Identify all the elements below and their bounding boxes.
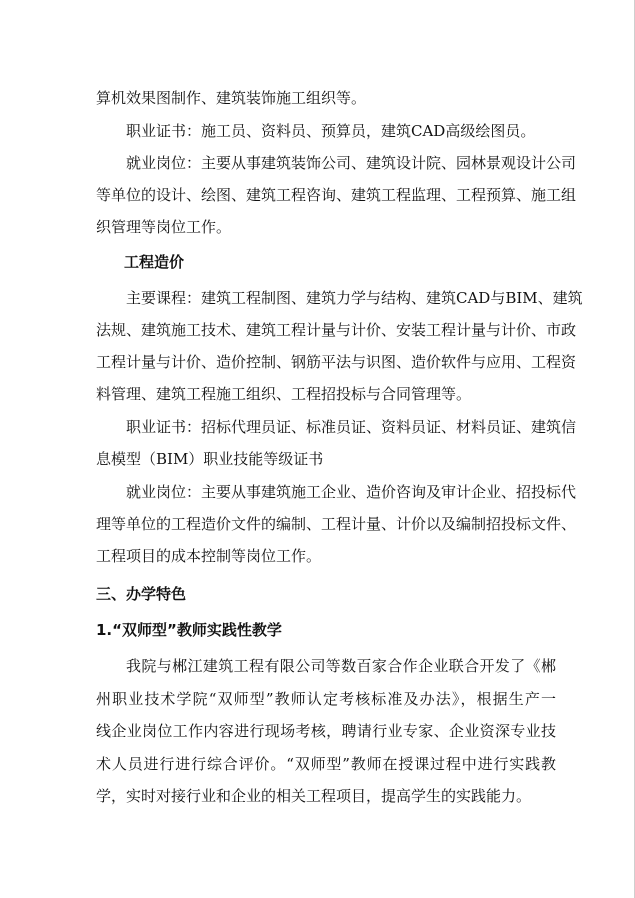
text-line: 术人员进行进行综合评价。“双师型”教师在授课过程中进行实践教 <box>96 755 556 773</box>
text-line: 就业岗位：主要从事建筑施工企业、造价咨询及审计企业、招投标代 <box>126 483 577 501</box>
text-line: 工程项目的成本控制等岗位工作。 <box>96 547 322 565</box>
text-line: 职业证书：招标代理员证、标准员证、资料员证、材料员证、建筑信 <box>126 418 577 436</box>
text-line: 等单位的设计、绘图、建筑工程咨询、建筑工程监理、工程预算、施工组 <box>96 186 577 204</box>
text-line: 料管理、建筑工程施工组织、工程招投标与合同管理等。 <box>96 385 472 403</box>
text-line: 理等单位的工程造价文件的编制、工程计量、计价以及编制招投标文件、 <box>96 515 577 533</box>
text-line: 线企业岗位工作内容进行现场考核，聘请行业专家、企业资深专业技 <box>96 722 556 740</box>
text-line: 法规、建筑施工技术、建筑工程计量与计价、安装工程计量与计价、市政 <box>96 321 577 339</box>
text-line: 织管理等岗位工作。 <box>96 218 232 236</box>
subsection-heading: 1.“双师型”教师实践性教学 <box>96 621 282 639</box>
text-line: 算机效果图制作、建筑装饰施工组织等。 <box>96 89 367 107</box>
text-line: 我院与郴江建筑工程有限公司等数百家合作企业联合开发了《郴 <box>126 657 556 675</box>
text-line: 职业证书：施工员、资料员、预算员，建筑CAD高级绘图员。 <box>126 122 536 140</box>
section-heading-features: 三、办学特色 <box>96 585 187 603</box>
text-line: 主要课程：建筑工程制图、建筑力学与结构、建筑CAD与BIM、建筑 <box>126 289 583 307</box>
text-line: 工程计量与计价、造价控制、钢筋平法与识图、造价软件与应用、工程资 <box>96 353 577 371</box>
text-line: 学，实时对接行业和企业的相关工程项目，提高学生的实践能力。 <box>96 787 532 805</box>
text-line: 就业岗位：主要从事建筑装饰公司、建筑设计院、园林景观设计公司 <box>126 154 577 172</box>
text-line: 州职业技术学院“双师型”教师认定考核标准及办法》，根据生产一 <box>96 690 556 708</box>
section-heading-cost: 工程造价 <box>124 253 185 271</box>
text-line: 息模型（BIM）职业技能等级证书 <box>96 450 324 468</box>
